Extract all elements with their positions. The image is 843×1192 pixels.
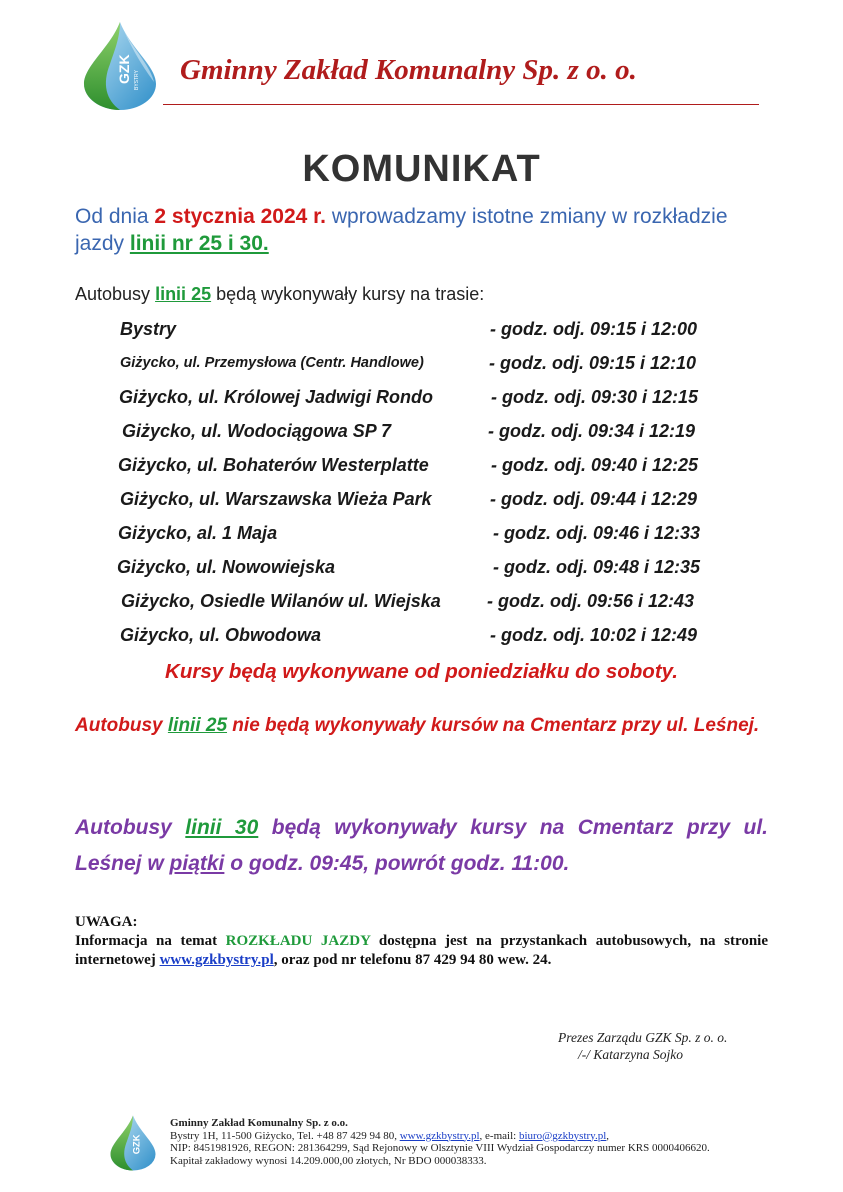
footer-comma: , [606,1129,610,1142]
stop-name: Giżycko, ul. Nowowiejska [117,557,336,577]
notice-text [75,932,768,970]
route-intro-line: linii 25 [155,284,212,304]
notice-highlight: ROZKŁADU JAZDY [225,933,371,949]
stop-time: - godz. odj. 09:46 i 12:33 [493,523,701,543]
svg-text:GZK: GZK [116,54,132,84]
stop-name: Giżycko, Osiedle Wilanów ul. Wiejska [121,591,441,611]
cemetery-30-text-2: będą wykonywały kursy na Cmentarz przy ul. Leśnej w [75,816,769,875]
footer-email-label: , e-mail: [479,1129,519,1142]
notice-block [75,913,768,970]
page-title: KOMUNIKAT [302,148,541,190]
stop-time: - godz. odj. 09:15 i 12:00 [490,319,698,339]
cemetery-30-text-3: o godz. 09:45, powrót godz. 11:00. [224,852,570,875]
intro-lines: linii nr 25 i 30. [129,232,269,255]
stop-time: - godz. odj. 09:34 i 12:19 [488,421,696,441]
cemetery-30-text-1: Autobusy [75,816,186,839]
cemetery-line-30-notice [75,810,768,882]
footer-company-name: Gminny Zakład Komunalny Sp. z o.o. [170,1117,348,1129]
stop-time: - godz. odj. 10:02 i 12:49 [490,625,698,645]
footer-contact [170,1130,710,1143]
intro-text-2: wprowadzamy istotne zmiany w rozkładzie jazdy [75,205,728,255]
stop-name: Giżycko, ul. Wodociągowa SP 7 [122,421,392,441]
stop-name: Giżycko, ul. Warszawska Wieża Park [120,489,432,509]
gzk-footer-logo [108,1112,158,1174]
notice-text-2: dostępna jest na przystankach autobusowych, na stronie internetowej [75,933,768,968]
cemetery-25-text-2: nie będą wykonywały kursów na Cmentarz przy ul. Leśnej. [227,715,760,736]
notice-text-1: Informacja na temat [75,933,226,949]
cemetery-30-line: linii 30 [185,816,259,839]
notice-heading: UWAGA: [75,914,138,930]
intro-date: 2 stycznia 2024 r. [154,205,327,228]
cemetery-line-25-notice [75,708,768,744]
stop-name: Giżycko, ul. Bohaterów Westerplatte [118,455,429,475]
stop-name: Giżycko, al. 1 Maja [118,523,278,543]
signature [558,1029,727,1063]
website-link[interactable]: www.gzkbystry.pl [159,952,274,968]
stop-name: Bystry [120,319,177,339]
intro-text-1: Od dnia [75,205,155,228]
footer [170,1117,710,1167]
days-note: Kursy będą wykonywane od poniedziałku do soboty. [165,660,678,683]
cemetery-25-text-1: Autobusy [75,715,168,736]
footer-registration: NIP: 8451981926, REGON: 281364299, Sąd Rejonowy w Olsztynie VIII Wydział Gospodarczy numer KRS 0000406620. [170,1142,710,1154]
route-intro-text-2: będą wykonywały kursy na trasie: [211,284,485,304]
intro-paragraph [75,203,775,257]
header-divider [163,104,759,105]
svg-text:GZK: GZK [131,1134,142,1155]
signature-name: /-/ Katarzyna Sojko [578,1047,683,1062]
stop-time: - godz. odj. 09:15 i 12:10 [489,353,697,373]
footer-website-link[interactable]: www.gzkbystry.pl [399,1129,480,1142]
stop-time: - godz. odj. 09:30 i 12:15 [491,387,699,407]
cemetery-25-line: linii 25 [167,715,228,736]
signature-title: Prezes Zarządu GZK Sp. z o. o. [558,1030,728,1045]
footer-capital: Kapitał zakładowy wynosi 14.209.000,00 złotych, Nr BDO 000038333. [170,1154,487,1167]
notice-text-3: , oraz pod nr telefonu 87 429 94 80 wew. 24. [273,952,552,968]
cemetery-30-day: piątki [169,852,225,875]
company-title: Gminny Zakład Komunalny Sp. z o. o. [180,54,637,86]
stop-time: - godz. odj. 09:56 i 12:43 [487,591,695,611]
stop-time: - godz. odj. 09:48 i 12:35 [493,557,701,577]
stop-name: Giżycko, ul. Obwodowa [120,625,322,645]
stop-name: Giżycko, ul. Przemysłowa (Centr. Handlowe) [120,355,424,371]
route-intro [75,284,484,305]
stop-time: - godz. odj. 09:40 i 12:25 [491,455,699,475]
stop-time: - godz. odj. 09:44 i 12:29 [490,489,698,509]
stop-name: Giżycko, ul. Królowej Jadwigi Rondo [119,387,434,407]
gzk-logo [80,20,160,112]
footer-email-link[interactable]: biuro@gzkbystry.pl [518,1129,607,1142]
footer-address: Bystry 1H, 11-500 Giżycko, Tel. +48 87 429 94 80, [170,1129,400,1142]
route-intro-text-1: Autobusy [75,284,156,304]
svg-text:BYSTRY: BYSTRY [134,70,140,90]
